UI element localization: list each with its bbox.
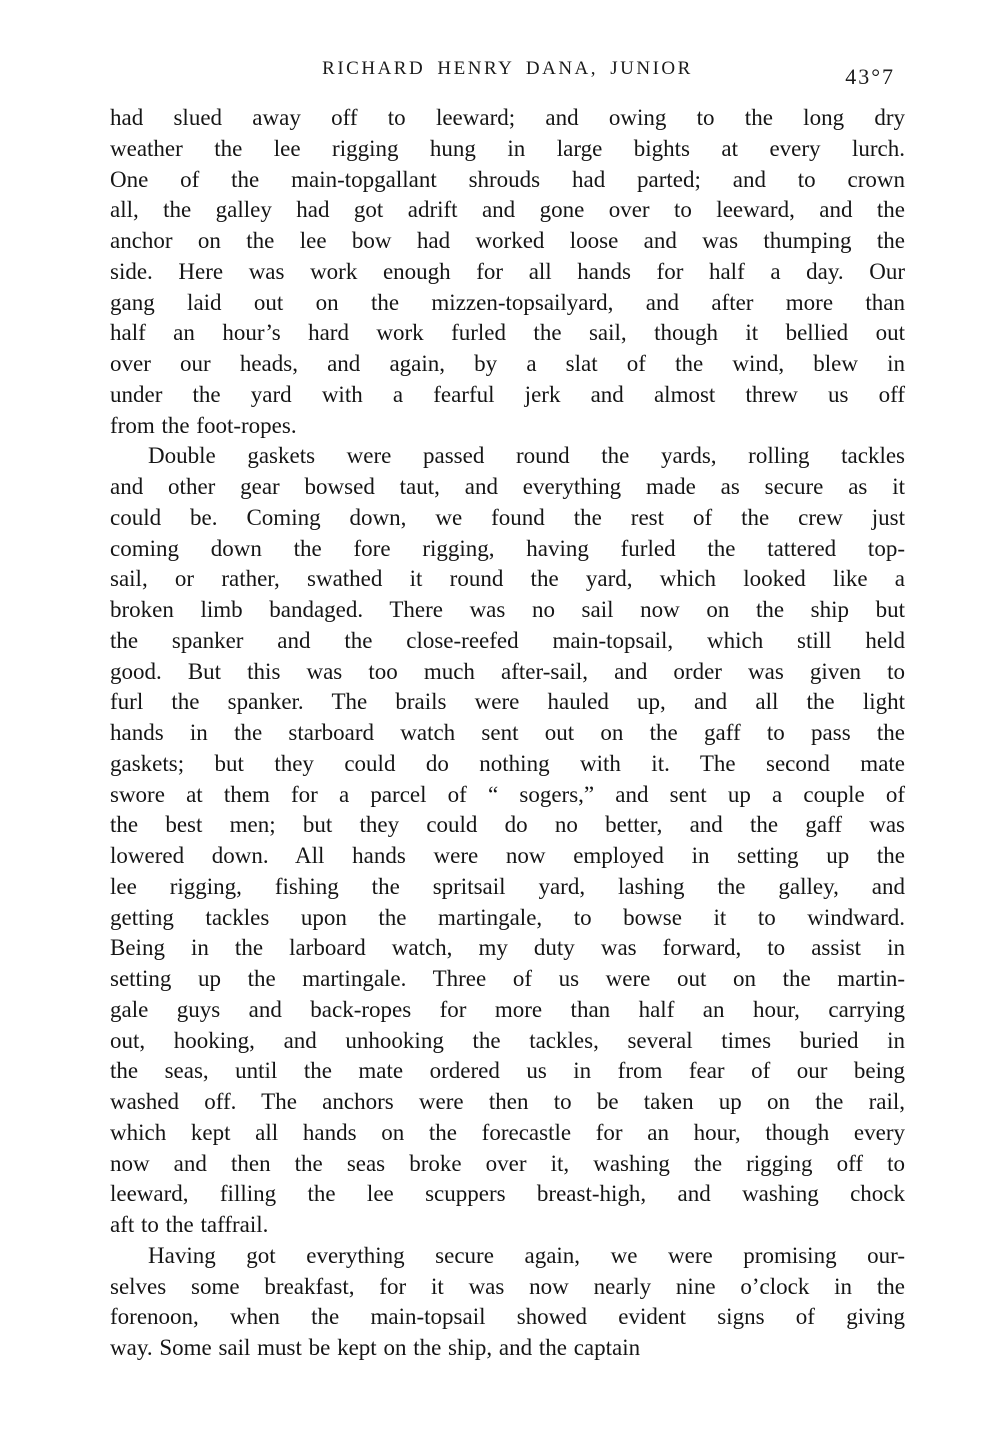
text-line: could be. Coming down, we found the rest of the crew just	[110, 504, 905, 530]
text-line: gaskets; but they could do nothing with it. The second mate	[110, 750, 905, 776]
text-line: over our heads, and again, by a slat of the wind, blew in	[110, 351, 905, 376]
text-line: setting up the martingale. Three of us were out on the martin-	[110, 966, 905, 991]
page-header	[110, 56, 905, 92]
text-line: forenoon, when the main-topsail showed evident signs of giving	[110, 1304, 905, 1330]
text-line: had slued away off to leeward; and owing to the long dry	[110, 105, 905, 130]
paragraph	[110, 103, 905, 441]
text-line: Being in the larboard watch, my duty was forward, to assist in	[110, 935, 905, 961]
text-line: furl the spanker. The brails were hauled up, and all the light	[110, 689, 905, 715]
text-line: weather the lee rigging hung in large bights at every lurch.	[110, 135, 905, 161]
text-line: now and then the seas broke over it, washing the rigging off to	[110, 1150, 905, 1176]
text-line: anchor on the lee bow had worked loose and was thumping the	[110, 228, 905, 253]
text-line: getting tackles upon the martingale, to bowse it to windward.	[110, 904, 905, 930]
paragraph	[110, 1241, 905, 1364]
text-line: the seas, until the mate ordered us in from fear of our being	[110, 1058, 905, 1084]
text-line: side. Here was work enough for all hands for half a day. Our	[110, 258, 905, 284]
text-line: gale guys and back-ropes for more than half an hour, carrying	[110, 996, 905, 1022]
text-line: and other gear bowsed taut, and everything made as secure as it	[110, 474, 905, 499]
text-line: way. Some sail must be kept on the ship, and the captain	[110, 1335, 641, 1360]
text-line: under the yard with a fearful jerk and almost threw us off	[110, 381, 905, 407]
text-line: coming down the fore rigging, having furled the tattered top-	[110, 535, 905, 561]
page-number: 43°7	[845, 64, 895, 89]
text-line: aft to the taffrail.	[110, 1212, 269, 1237]
text-line: hands in the starboard watch sent out on the gaff to pass the	[110, 720, 905, 745]
text-line: lowered down. All hands were now employed in setting up the	[110, 843, 905, 868]
text-line: from the foot-ropes.	[110, 412, 297, 438]
text-line: lee rigging, fishing the spritsail yard, lashing the galley, and	[110, 873, 905, 899]
text-line: washed off. The anchors were then to be taken up on the rail,	[110, 1089, 905, 1114]
text-line: Having got everything secure again, we were promising our-	[148, 1242, 905, 1268]
text-line: broken limb bandaged. There was no sail now on the ship but	[110, 597, 905, 622]
text-line: selves some breakfast, for it was now nearly nine o’clock in the	[110, 1273, 905, 1299]
running-title: RICHARD HENRY DANA, JUNIOR	[322, 58, 693, 79]
text-line: One of the main-topgallant shrouds had parted; and to crown	[110, 166, 905, 192]
text-line: gang laid out on the mizzen-topsailyard, and after more than	[110, 289, 905, 315]
text-line: Double gaskets were passed round the yards, rolling tackles	[148, 443, 905, 469]
text-line: sail, or rather, swathed it round the yard, which looked like a	[110, 566, 905, 592]
text-line: half an hour’s hard work furled the sail, though it bellied out	[110, 320, 905, 346]
paragraph	[110, 441, 905, 1241]
text-line: leeward, filling the lee scuppers breast-high, and washing chock	[110, 1181, 905, 1207]
text-line: good. But this was too much after-sail, and order was given to	[110, 658, 905, 684]
text-line: the spanker and the close-reefed main-topsail, which still held	[110, 627, 905, 653]
text-line: swore at them for a parcel of “ sogers,” and sent up a couple of	[110, 781, 905, 807]
text-line: all, the galley had got adrift and gone over to leeward, and the	[110, 197, 905, 223]
text-body	[110, 103, 905, 1364]
text-line: which kept all hands on the forecastle for an hour, though every	[110, 1119, 905, 1145]
text-line: the best men; but they could do no better, and the gaff was	[110, 812, 905, 838]
text-line: out, hooking, and unhooking the tackles, several times buried in	[110, 1027, 905, 1053]
